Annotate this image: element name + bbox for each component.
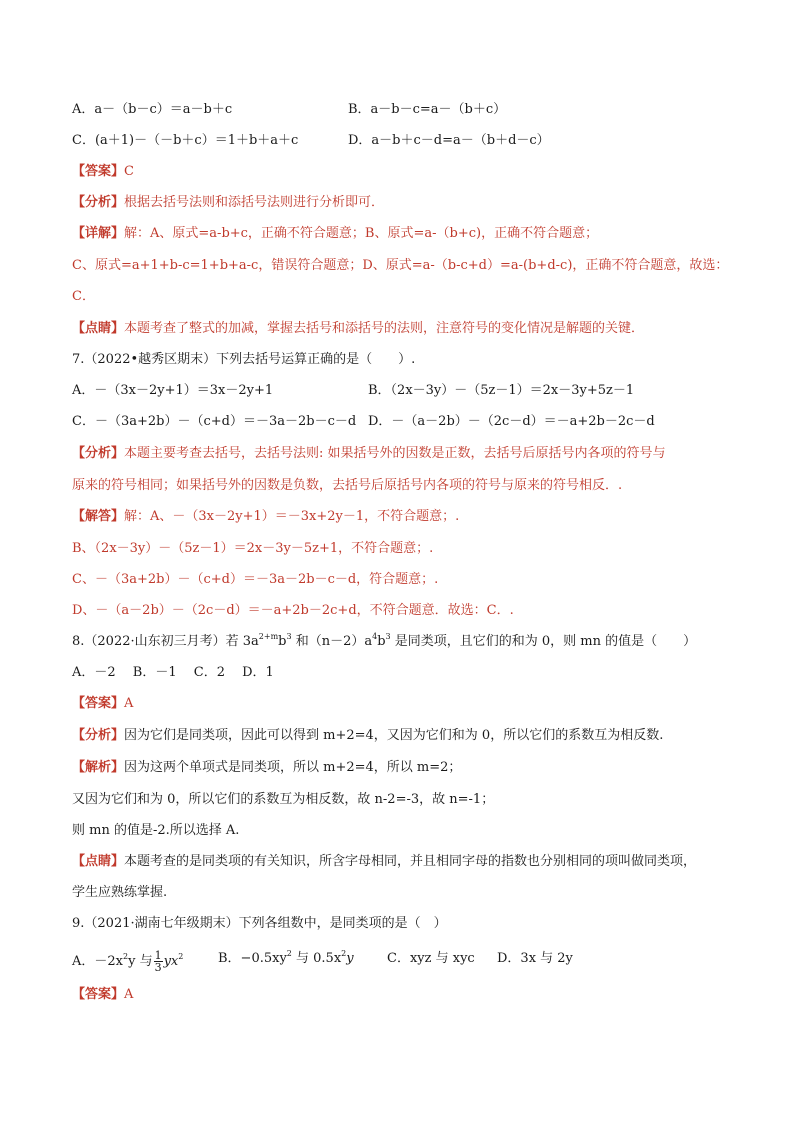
q7-option-a: A．－（3x－2y+1）＝3x－2y+1	[72, 383, 274, 398]
solution-text-1: 因为这两个单项式是同类项，所以 m+2=4，所以 m=2；	[124, 760, 462, 775]
answer-tag: 【答案】	[72, 987, 125, 1002]
q9-option-d: D．3x 与 2y	[497, 951, 573, 966]
q6-option-d: D．a－b＋c－d=a－（b＋d－c）	[348, 133, 550, 148]
analysis-text-1: 本题主要考查去括号，去括号法则: 如果括号外的因数是正数，去括号后原括号内各项的符号与	[124, 446, 666, 461]
analysis-tag: 【分析】	[72, 728, 125, 743]
q7-solution	[72, 508, 459, 526]
q8-exp-4: 3	[385, 632, 391, 641]
answer-tag: 【答案】	[72, 696, 125, 711]
q7-solution-2: B、（2x－3y）－（5z－1）＝2x－3y－5z+1，不符合题意；.	[72, 541, 434, 556]
q6-option-a: A．a－（b－c）＝a－b＋c	[72, 102, 233, 117]
q9-stem: 9.（2021·湖南七年级期末）下列各组数中，是同类项的是（ ）	[72, 916, 447, 931]
q7-option-d: D．－（a－2b）－（2c－d）＝－a+2b－2c－d	[368, 414, 655, 429]
comment-tag: 【点睛】	[72, 321, 125, 336]
q9-opt-a-exp-2: 2	[178, 952, 184, 961]
analysis-tag: 【分析】	[72, 195, 125, 210]
q6-option-b: B．a－b－c=a－（b＋c）	[348, 102, 507, 117]
q7-analysis-2: 原来的符号相同；如果括号外的因数是负数，去括号后原括号内各项的符号与原来的符号相反．.	[72, 478, 623, 493]
solution-tag: 【解析】	[72, 760, 125, 775]
q7-stem: 7.（2022•越秀区期末）下列去括号运算正确的是（ ）.	[72, 352, 416, 367]
detail-text-1: 解：A、原式=a-b+c，正确不符合题意；B、原式=a-（b+c)，正确不符合题意；	[124, 226, 599, 241]
comment-tag: 【点睛】	[72, 854, 125, 869]
q9-opt-b-exp-2: 2	[341, 949, 347, 958]
q8-stem-mid-2: 和（n－2）a	[291, 634, 373, 649]
answer-value: A	[124, 987, 134, 1002]
q8-stem	[72, 633, 696, 651]
q6-detail	[72, 225, 598, 243]
q8-solution-2: 又因为它们和为 0，所以它们的系数互为相反数，故 n-2=-3，故 n=-1；	[72, 792, 495, 807]
q8-comment-2: 学生应熟练掌握.	[72, 885, 168, 900]
q9-opt-a-post: yx	[163, 954, 179, 969]
q8-stem-pre: 8.（2022·山东初三月考）若 3a	[72, 634, 259, 649]
q9-opt-b-mid: 与 0.5x	[291, 951, 342, 966]
q7-option-c: C．－（3a+2b）－（c+d）＝－3a－2b－c－d	[72, 414, 357, 429]
q6-option-c: C．(a＋1)－（－b＋c）＝1＋b＋a＋c	[72, 133, 299, 148]
q8-stem-post: 是同类项，且它们的和为 0，则 mn 的值是（ ）	[390, 634, 697, 649]
q8-stem-mid-3: b	[377, 634, 386, 649]
answer-value: A	[124, 696, 134, 711]
q8-solution-3: 则 mn 的值是-2.所以选择 A.	[72, 823, 240, 838]
analysis-text: 因为它们是同类项，因此可以得到 m+2=4，又因为它们和为 0，所以它们的系数互为相反数.	[124, 728, 664, 743]
solution-tag: 【解答】	[72, 509, 125, 524]
answer-tag: 【答案】	[72, 164, 125, 179]
solution-text-1: 解：A、－（3x－2y+1）＝－3x+2y－1，不符合题意；.	[124, 509, 460, 524]
q9-opt-a-pre: A．－2x	[72, 954, 123, 969]
analysis-text: 根据去括号法则和添括号法则进行分析即可．	[124, 195, 385, 210]
q6-answer	[72, 163, 134, 181]
q8-comment	[72, 853, 696, 871]
q9-option-c: C．xyz 与 xyc	[387, 951, 475, 966]
q8-stem-mid-1: b	[278, 634, 287, 649]
q9-opt-b-post: y	[346, 951, 354, 966]
q6-detail-3: C．	[72, 289, 95, 304]
answer-value: C	[124, 164, 134, 179]
q6-comment	[72, 320, 644, 338]
q6-analysis	[72, 194, 384, 212]
q8-exp-3: 4	[372, 632, 378, 641]
fraction	[154, 950, 163, 973]
analysis-tag: 【分析】	[72, 446, 125, 461]
q9-answer	[72, 986, 133, 1004]
q8-exp-2: 3	[286, 632, 292, 641]
detail-tag: 【详解】	[72, 226, 125, 241]
fraction-denominator: 3	[154, 961, 162, 974]
q7-analysis	[72, 445, 666, 463]
q6-detail-2: C、原式=a+1+b-c=1+b+a-c，错误符合题意；D、原式=a-（b-c+d）=a-(b+d-c)，正确不符合题意，故选：	[72, 258, 729, 273]
q8-solution	[72, 759, 461, 777]
q9-opt-a-mid: y 与	[128, 954, 153, 969]
q9-opt-b-pre: B．−0.5xy	[218, 951, 287, 966]
q8-exp-1: 2+m	[258, 632, 279, 641]
q7-solution-4: D、－（a－2b）－（2c－d）＝－a+2b－2c+d，不符合题意．故选：C．.	[72, 603, 514, 618]
q9-opt-a-exp: 2	[123, 952, 129, 961]
q9-option-a	[72, 950, 183, 973]
q9-option-b	[218, 950, 354, 968]
q8-answer	[72, 695, 133, 713]
q9-opt-b-exp: 2	[286, 949, 292, 958]
q8-analysis	[72, 727, 663, 745]
q7-option-b: B．（2x－3y）－（5z－1）＝2x－3y+5z－1	[368, 383, 635, 398]
q7-solution-3: C、－（3a+2b）－（c+d）＝－3a－2b－c－d，符合题意；.	[72, 572, 439, 587]
q8-options: A．－2 B．－1 C．2 D．1	[72, 665, 274, 680]
comment-text-1: 本题考查的是同类项的有关知识，所含字母相同，并且相同字母的指数也分别相同的项叫做同类项，	[124, 854, 697, 869]
fraction-numerator: 1	[154, 949, 162, 962]
comment-text: 本题考查了整式的加减，掌握去括号和添括号的法则，注意符号的变化情况是解题的关键．	[124, 321, 645, 336]
